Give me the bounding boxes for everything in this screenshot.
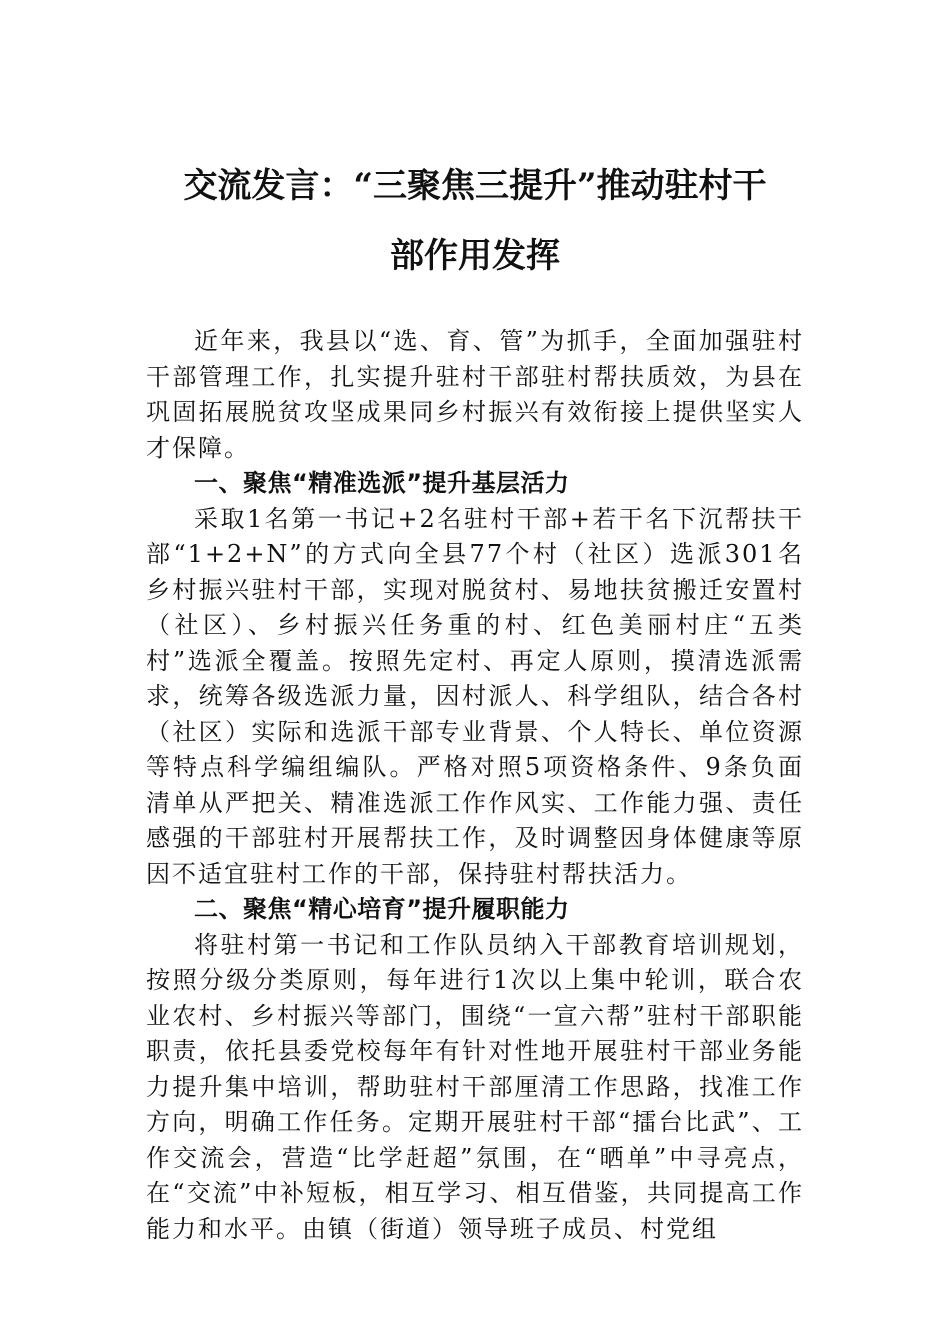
document-title-line2: 部作用发挥 [390, 236, 560, 276]
section-paragraph-1: 采取1名第一书记+2名驻村干部+若干名下沉帮扶干部“1+2+N”的方式向全县77个村（社区）选派301名乡村振兴驻村干部，实现对脱贫村、易地扶贫搬迁安置村（社区）、乡村振兴任务重的村、红色美丽村庄“五类村”选派全覆盖。按照先定村、再定人原则，摸清选派需求，统筹各级选派力量，因村派人、科学组队，结合各村（社区）实际和选派干部专业背景、个人特长、单位资源等特点科学编组编队。严格对照5项资格条件、9条负面清单从严把关、精准选派工作作风实、工作能力强、责任感强的干部驻村开展帮扶工作，及时调整因身体健康等原因不适宜驻村工作的干部，保持驻村帮扶活力。 [146, 504, 804, 888]
section-heading-2: 二、聚焦“精心培育”提升履职能力 [194, 895, 570, 923]
intro-paragraph: 近年来，我县以“选、育、管”为抓手，全面加强驻村干部管理工作，扎实提升驻村干部驻村帮扶质效，为县在巩固拓展脱贫攻坚成果同乡村振兴有效衔接上提供坚实人才保障。 [146, 327, 804, 462]
section-heading-1: 一、聚焦“精准选派”提升基层活力 [194, 469, 570, 497]
section-paragraph-2: 将驻村第一书记和工作队员纳入干部教育培训规划，按照分级分类原则，每年进行1次以上集中轮训，联合农业农村、乡村振兴等部门，围绕“一宣六帮”驻村干部职能职责，依托县委党校每年有针对性地开展驻村干部业务能力提升集中培训，帮助驻村干部厘清工作思路，找准工作方向，明确工作任务。定期开展驻村干部“擂台比武”、工作交流会，营造“比学赶超”氛围，在“晒单”中寻亮点，在“交流”中补短板，相互学习、相互借鉴，共同提高工作能力和水平。由镇（街道）领导班子成员、村党组 [146, 930, 804, 1243]
document-title-line1: 交流发言：“三聚焦三提升”推动驻村干 [183, 166, 767, 206]
document-body [146, 324, 804, 1247]
